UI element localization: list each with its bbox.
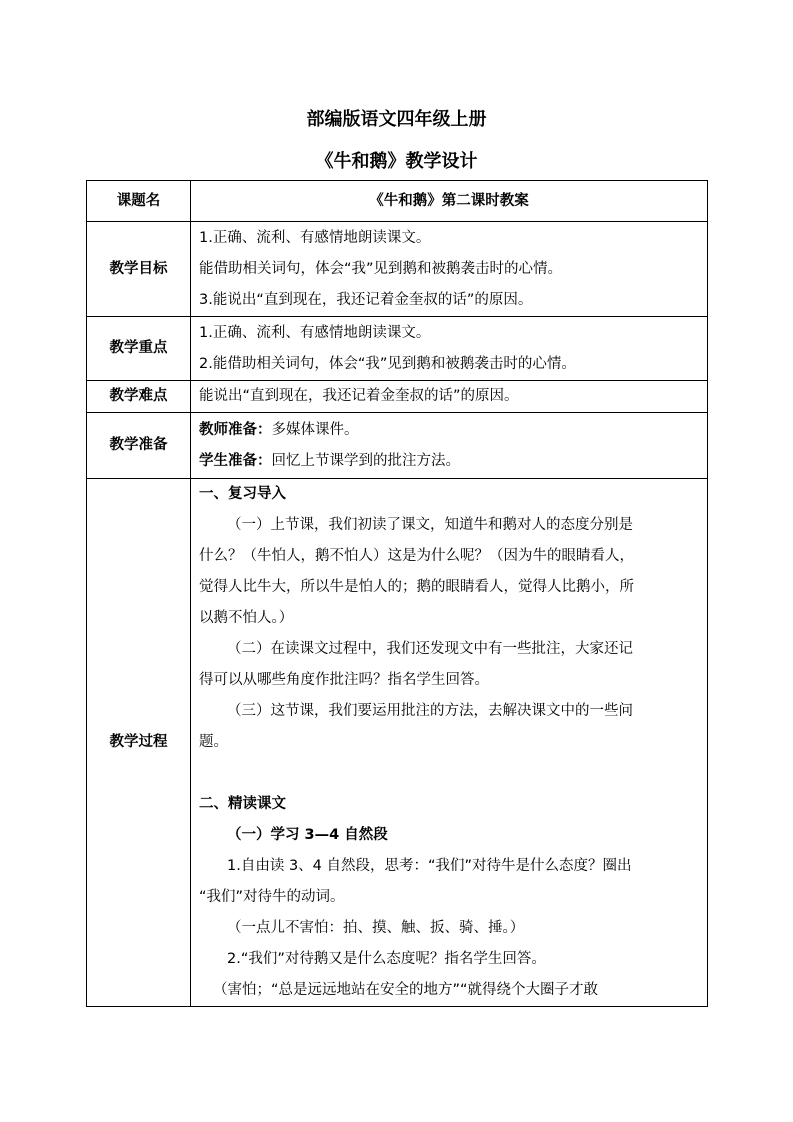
prep-teacher: [199, 415, 699, 446]
goals-content: [191, 222, 708, 317]
table-row-difficulty: [87, 381, 708, 413]
a2-line: （害怕；“总是远远地站在安全的地方”“就得绕个大圈子才敢: [213, 982, 599, 998]
goals-line-3: 3.能说出“直到现在，我还记着金奎叔的话”的原因。: [199, 291, 533, 308]
prep-content: [191, 413, 708, 479]
section-1-title: 一、复习导入: [199, 486, 286, 502]
p1-line-3: 觉得人比牛大，所以牛是怕人的；鹅的眼睛看人，觉得人比鹅小，所: [199, 579, 634, 595]
document-subtitle: 《牛和鹅》教学设计: [315, 151, 478, 172]
prep-student: [199, 446, 699, 477]
difficulty-label: 教学难点: [87, 381, 191, 413]
difficulty-text: 能说出“直到现在，我还记着金奎叔的话”的原因。: [199, 388, 519, 404]
prep-label: 教学准备: [87, 413, 191, 479]
goals-line-1: 1.正确、流利、有感情地朗读课文。: [199, 229, 431, 246]
table-row-process: [87, 479, 708, 1007]
subsection-1-title: （一）学习 3—4 自然段: [227, 827, 388, 843]
focus-label: 教学重点: [87, 317, 191, 381]
p3-line-1: （三）这节课，我们要运用批注的方法，去解决课文中的一些问: [227, 703, 633, 719]
lesson-plan-table: [86, 180, 708, 1007]
goals-line-2: 能借助相关词句，体会“我”见到鹅和被鹅袭击时的心情。: [199, 260, 563, 277]
q1-line-1: 1.自由读 3、4 自然段，思考：“我们”对待牛是什么态度？圈出: [227, 858, 632, 874]
student-prep-label: 学生准备：: [199, 452, 272, 469]
header-label: 课题名: [87, 181, 191, 222]
q2-line: 2.“我们”对待鹅又是什么态度呢？指名学生回答。: [227, 951, 546, 967]
focus-line-1: 1.正确、流利、有感情地朗读课文。: [199, 324, 431, 341]
spacer: [199, 758, 699, 789]
teacher-prep-text: 多媒体课件。: [271, 421, 359, 438]
table-row-focus: [87, 317, 708, 381]
table-row-header: [87, 181, 708, 222]
difficulty-content: [191, 381, 708, 413]
header-value: 《牛和鹅》第二课时教案: [191, 181, 708, 222]
focus-content: [191, 317, 708, 381]
focus-line-2: 2.能借助相关词句，体会“我”见到鹅和被鹅袭击时的心情。: [199, 355, 576, 372]
p1-line-4: 以鹅不怕人。）: [199, 610, 294, 626]
process-label: 教学过程: [87, 479, 191, 1007]
p3-line-2: 题。: [199, 734, 228, 750]
teacher-prep-label: 教师准备：: [199, 421, 272, 438]
p2-line-1: （二）在读课文过程中，我们还发现文中有一些批注，大家还记: [227, 641, 633, 657]
table-row-prep: [87, 413, 708, 479]
table-row-goals: [87, 222, 708, 317]
p2-line-2: 得可以从哪些角度作批注吗？指名学生回答。: [199, 672, 489, 688]
a1-line: （一点儿不害怕：拍、摸、触、扳、骑、捶。）: [227, 920, 525, 936]
section-2-title: 二、精读课文: [199, 796, 286, 812]
process-content: [191, 479, 708, 1007]
goals-label: 教学目标: [87, 222, 191, 317]
p1-line-2: 什么？（牛怕人，鹅不怕人）这是为什么呢？（因为牛的眼睛看人，: [199, 548, 634, 564]
document-title: 部编版语文四年级上册: [306, 109, 487, 130]
student-prep-text: 回忆上节课学到的批注方法。: [271, 452, 460, 469]
q1-line-2: “我们”对待牛的动词。: [199, 889, 345, 905]
p1-line-1: （一）上节课，我们初读了课文，知道牛和鹅对人的态度分别是: [227, 517, 633, 533]
